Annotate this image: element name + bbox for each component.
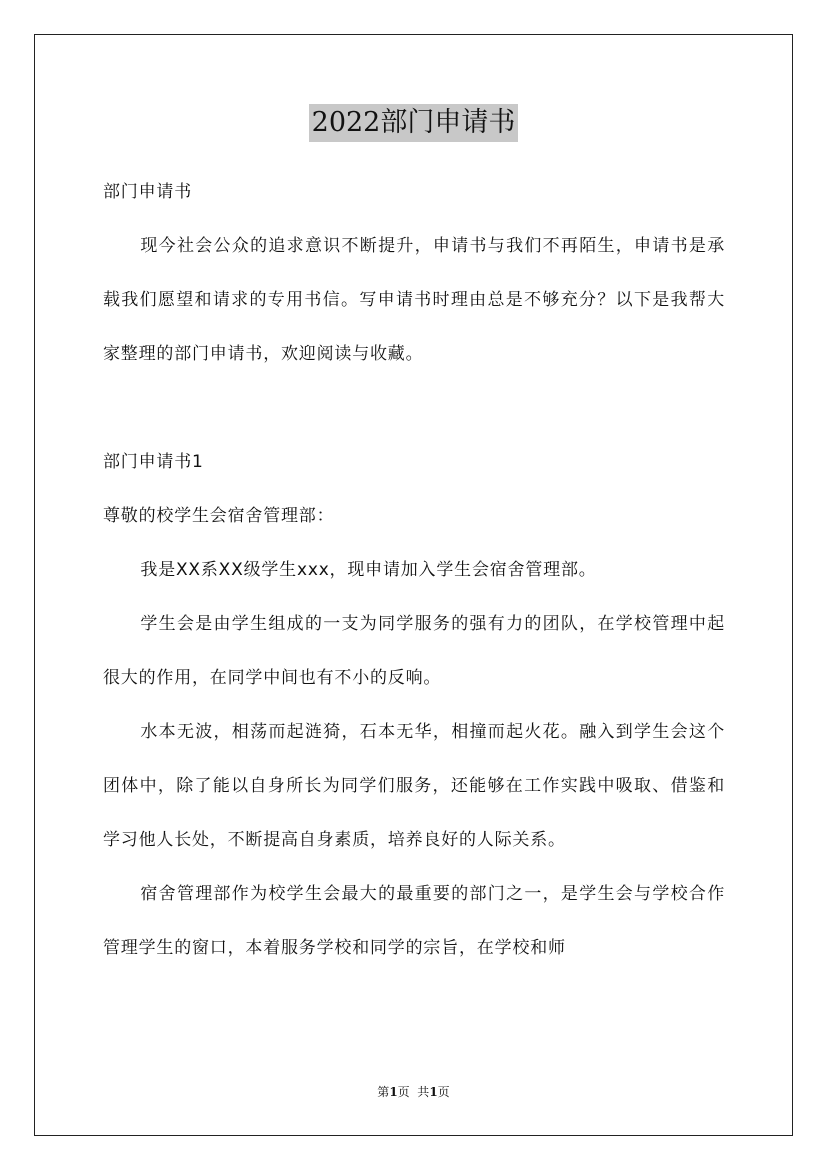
document-subtitle: 部门申请书 xyxy=(103,182,192,202)
title-wrap xyxy=(0,104,827,142)
footer-page-number: 1 xyxy=(389,1085,398,1099)
footer-page-mid: 页 共 xyxy=(397,1085,430,1099)
body-paragraph-2: 学生会是由学生组成的一支为同学服务的强有力的团队，在学校管理中起很大的作用，在同学中间也有不小的反响。 xyxy=(103,614,725,688)
page-footer xyxy=(0,1083,827,1100)
body-paragraph-3: 水本无波，相荡而起涟猗，石本无华，相撞而起火花。融入到学生会这个团体中，除了能以自身所长为同学们服务，还能够在工作实践中吸取、借鉴和学习他人长处，不断提高自身素质，培养良好的人际关系。 xyxy=(103,722,725,850)
intro-paragraph: 现今社会公众的追求意识不断提升，申请书与我们不再陌生，申请书是承载我们愿望和请求的专用书信。写申请书时理由总是不够充分？以下是我帮大家整理的部门申请书，欢迎阅读与收藏。 xyxy=(103,236,725,364)
salutation: 尊敬的校学生会宿舍管理部： xyxy=(103,506,335,526)
footer-page-suffix: 页 xyxy=(437,1085,450,1099)
document-body xyxy=(103,165,725,975)
body-paragraph-4: 宿舍管理部作为校学生会最大的最重要的部门之一，是学生会与学校合作管理学生的窗口，本着服务学校和同学的宗旨，在学校和师 xyxy=(103,884,725,958)
section-heading: 部门申请书1 xyxy=(103,452,204,472)
footer-total-pages: 1 xyxy=(429,1085,438,1099)
footer-page-prefix: 第 xyxy=(377,1085,390,1099)
body-paragraph-1: 我是XX系XX级学生xxx，现申请加入学生会宿舍管理部。 xyxy=(140,560,597,580)
document-title: 2022部门申请书 xyxy=(309,104,519,142)
paragraph-gap xyxy=(103,381,725,435)
